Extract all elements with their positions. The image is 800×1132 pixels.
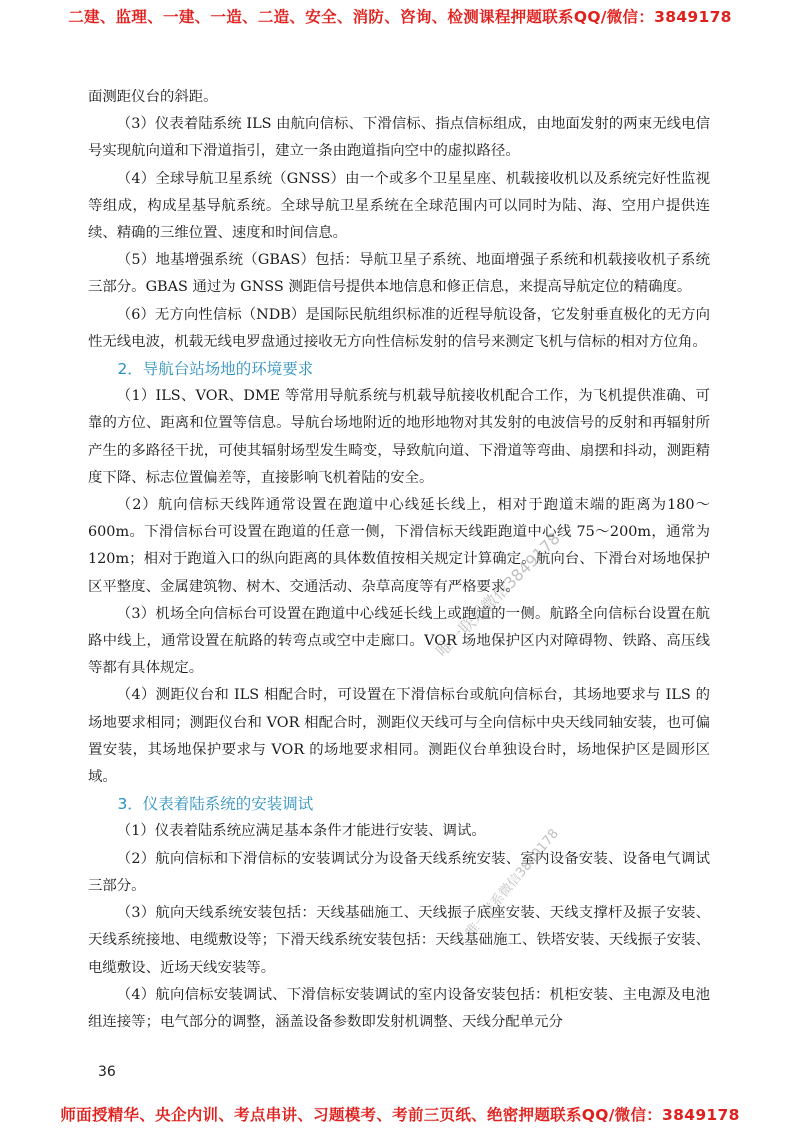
section-heading: 2．导航台站场地的环境要求 bbox=[117, 360, 314, 379]
paragraph: （5）地基增强系统（GBAS）包括：导航卫星子系统、地面增强子系统和机载接收机子系统三部分。GBAS 通过为 GNSS 测距信号提供本地信息和修正信息，来提高导航定位的精确度。 bbox=[88, 252, 710, 296]
paragraph: （3）机场全向信标台可设置在跑道中心线延长线上或跑道的一侧。航路全向信标台设置在航路中线上，通常设置在航路的转弯点或空中走廊口。VOR 场地保护区内对障碍物、铁路、高压线等都有具体规定。 bbox=[88, 605, 710, 677]
paragraph: （3）仪表着陆系统 ILS 由航向信标、下滑信标、指点信标组成，由地面发射的两束无线电信号实现航向道和下滑道指引，建立一条由跑道指向空中的虚拟路径。 bbox=[88, 116, 710, 160]
watermark: 唯一联系微信3849178 bbox=[432, 528, 564, 661]
paragraph: （2）航向信标和下滑信标的安装调试分为设备天线系统安装、室内设备安装、设备电气调试三部分。 bbox=[88, 850, 710, 894]
paragraph: （4）全球导航卫星系统（GNSS）由一个或多个卫星星座、机载接收机以及系统完好性监视等组成，构成星基导航系统。全球导航卫星系统在全球范围内可以同时为陆、海、空用户提供连续、精确的三维位置、速度和时间信息。 bbox=[88, 170, 710, 242]
paragraph: 面测距仪台的斜距。 bbox=[88, 89, 218, 105]
top-banner: 二建、监理、一建、一造、二造、安全、消防、咨询、检测课程押题联系QQ/微信：3849178 bbox=[68, 8, 732, 26]
paragraph: （3）航向天线系统安装包括：天线基础施工、天线振子底座安装、天线支撑杆及振子安装、天线系统接地、电缆敷设等；下滑天线系统安装包括：天线基础施工、铁塔安装、天线振子安装、电缆敷设、近场天线安装等。 bbox=[88, 905, 710, 976]
document-body bbox=[88, 84, 710, 1036]
paragraph: （4）航向信标安装调试、下滑信标安装调试的室内设备安装包括：机柜安装、主电源及电池组连接等；电气部分的调整，涵盖设备参数即发射机调整、天线分配单元分 bbox=[88, 986, 710, 1030]
bottom-banner: 师面授精华、央企内训、考点串讲、习题模考、考前三页纸、绝密押题联系QQ/微信：3849178 bbox=[60, 1106, 740, 1124]
paragraph: （1）ILS、VOR、DME 等常用导航系统与机载导航接收机配合工作，为飞机提供准确、可靠的方位、距离和位置等信息。导航台场地附近的地形地物对其发射的电波信号的反射和再辐射所产生的多路径干扰，可使其辐射场型发生畸变，导致航向道、下滑道等弯曲、扇摆和抖动，测距精度下降、标志位置偏差等，直接影响飞机着陆的安全。 bbox=[88, 388, 710, 486]
paragraph: （4）测距仪台和 ILS 相配合时，可设置在下滑信标台或航向信标台，其场地要求与 ILS 的场地要求相同；测距仪台和 VOR 相配合时，测距仪天线可与全向信标中央天线同轴安装，也可偏置安装，其场地保护要求与 VOR 的场地要求相同。测距仪台单独设台时，场地保护区是圆形区域。 bbox=[88, 687, 710, 786]
paragraph: （2）航向信标天线阵通常设置在跑道中心线延长线上，相对于跑道末端的距离为180～600m。下滑信标台可设置在跑道的任意一侧，下滑信标天线距跑道中心线 75～200m，通常为 120m；相对于跑道入口的纵向距离的具体数值按相关规定计算确定。航向台、下滑台对场地保护区平整度、金属建筑物、树木、交通活动、杂草高度等有严格要求。 bbox=[88, 497, 710, 595]
paragraph: （1）仪表着陆系统应满足基本条件才能进行安装、调试。 bbox=[116, 823, 486, 840]
section-heading: 3．仪表着陆系统的安装调试 bbox=[117, 795, 314, 814]
paragraph: （6）无方向性信标（NDB）是国际民航组织标准的近程导航设备，它发射垂直极化的无方向性无线电波，机载无线电罗盘通过接收无方向性信标发射的信号来测定飞机与信标的相对方位角。 bbox=[88, 306, 710, 350]
watermark: 唯一联系微信3849178 bbox=[463, 826, 562, 941]
page-number: 36 bbox=[98, 1064, 116, 1080]
